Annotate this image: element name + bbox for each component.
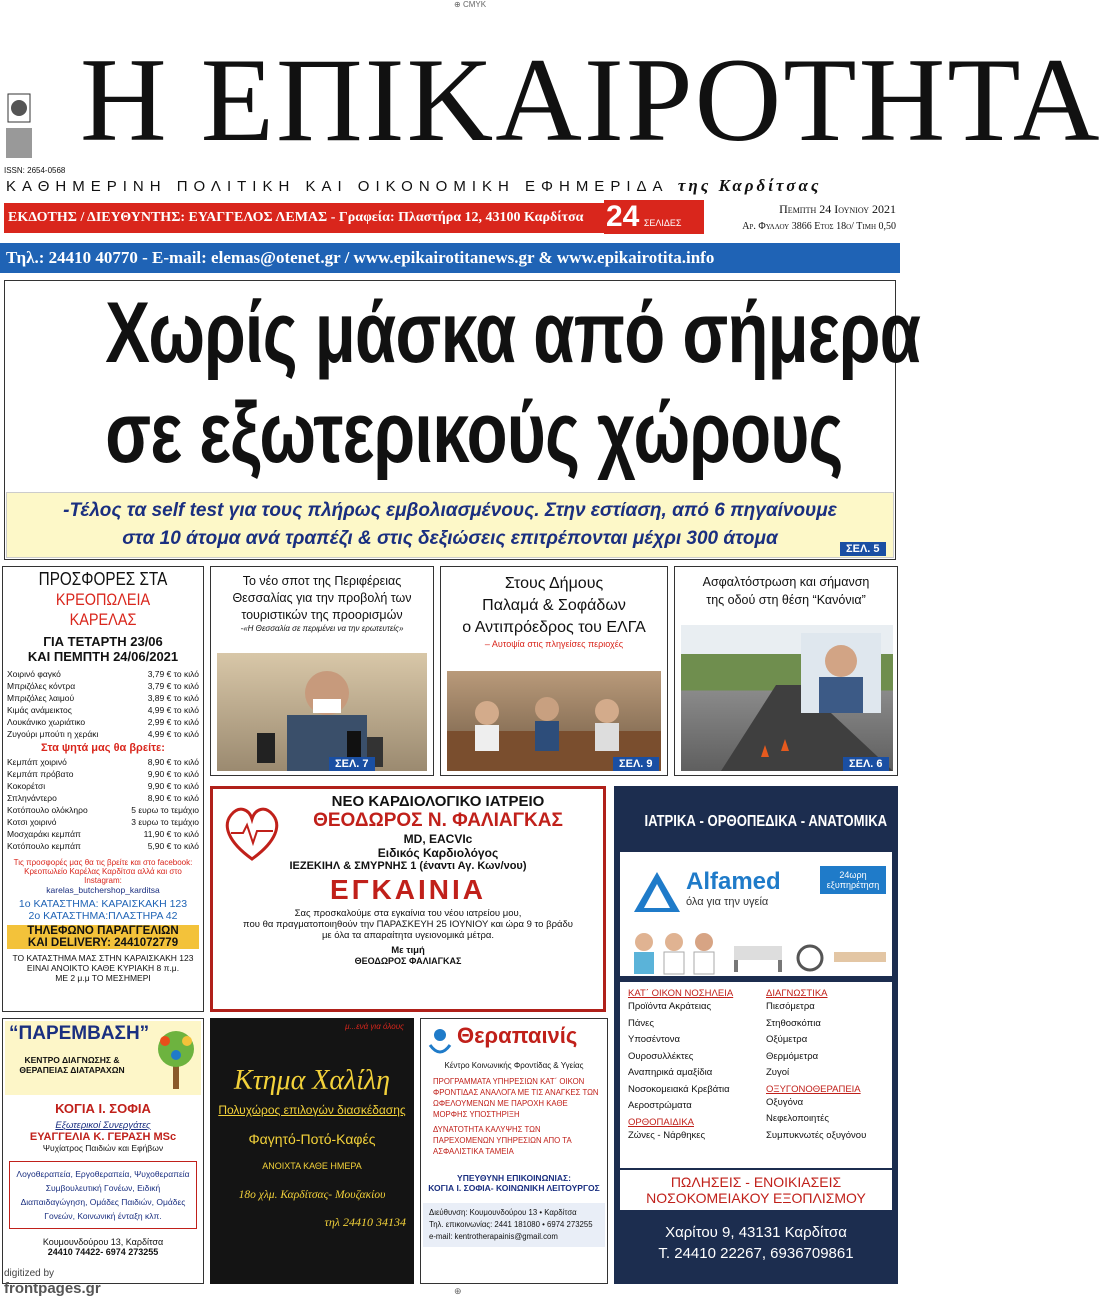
headline-line1[interactable]: Χωρίς μάσκα από σήμερα (105, 285, 921, 381)
karelas-grill-title: Στα ψητά μας θα βρείτε: (41, 742, 165, 754)
price-item-price: 2,99 € το κιλό (147, 717, 199, 727)
price-row (7, 780, 199, 792)
masthead-subtitle (6, 176, 890, 196)
subtitle-city: της Καρδίτσας (677, 176, 822, 195)
price-item-name: Κεμπάπ χοιρινό (7, 757, 67, 767)
alfamed-lists (620, 982, 892, 1168)
price-item-name: Κιμάς ανάμεικτος (7, 705, 72, 715)
ktima-location: 18ο χλμ. Καρδίτσας- Μουζακίου (238, 1189, 386, 1201)
paremvasi-doctor: ΕΥΑΓΓΕΛΙΑ Κ. ΓΕΡΑΣΗ MSc (29, 1131, 177, 1143)
therapainis-header (423, 1021, 605, 1061)
alfamed-phone: Τ. 24410 22267, 6936709861 (658, 1245, 854, 1262)
story2-title (441, 573, 667, 639)
therapainis-title: Θεραπαινίς (457, 1023, 578, 1048)
cardio-text3: με όλα τα απαραίτητα υγειονομικά μέτρα. (321, 930, 495, 941)
price-item-price: 8,90 € το κιλό (147, 793, 199, 803)
alfamed-col2 (766, 988, 890, 1144)
story3-title (675, 573, 897, 609)
price-item-name: Μπριζόλες κόντρα (7, 681, 76, 691)
price-item-price: 3 ευρω το τεμάχιο (131, 817, 199, 827)
paremvasi-services: Λογοθεραπεία, Εργοθεραπεία, Ψυχοθεραπεία Συμβουλευτική Γονέων, Ειδική Διαπαιδαγώγηση, Ομάδες Παιδιών, Ομάδες Γονεών, Κοινωνική ένταξη κλπ. (9, 1161, 197, 1229)
list-item: Αναπηρικά αμαξίδια (628, 1067, 713, 1078)
ktima-name: Κτημα Χαλίλη (233, 1065, 391, 1096)
list-item: Θερμόμετρα (766, 1050, 819, 1062)
road-paving-image (681, 625, 893, 771)
story1-photo (217, 653, 427, 771)
paremvasi-address: Κουμουνδούρου 13, Καρδίτσα (42, 1237, 164, 1247)
karelas-days2: ΚΑΙ ΠΕΜΠΤΗ 24/06/2021 (27, 649, 179, 664)
price-row (7, 704, 199, 716)
story2-photo (447, 671, 661, 771)
issue-number: Αρ. Φυλλου 3866 Ετος 18ο/ Τιμη 0,50 (742, 221, 896, 232)
masthead-title: Η ΕΠΙΚΑΙΡΟΤΗΤΑ (80, 33, 1102, 166)
therapainis-email[interactable]: e-mail: kentrotherapainis@gmail.com (429, 1232, 558, 1241)
karelas-fb1: Τις προσφορές μας θα τις βρείτε και στο facebook: (13, 858, 193, 867)
list-item: Αεροστρώματα (628, 1100, 692, 1111)
karelas-note3: ΜΕ 2 μ.μ ΤΟ ΜΕΣΗΜΕΡΙ (55, 973, 151, 983)
alfamed-ad (614, 786, 898, 1284)
contact-bar: Τηλ.: 24410 40770 - E-mail: elemas@otenet.gr / www.epikairotitanews.gr & www.epikairotita.info (0, 243, 900, 273)
cardio-opening: ΕΓΚΑΙΝΙΑ (330, 874, 486, 905)
story2-title-line1: Στους Δήμους (504, 575, 604, 592)
list-item: Ουροσυλλέκτες (628, 1050, 694, 1062)
headline-subhead (6, 492, 894, 558)
price-item-name: Κεμπάπ πρόβατο (7, 769, 74, 779)
paremvasi-name: ΚΟΓΙΑ Ι. ΣΟΦΙΑ (55, 1101, 151, 1116)
price-item-name: Χοιρινό φαγκό (7, 669, 61, 679)
therapainis-ad (420, 1018, 608, 1284)
price-item-name: Κοτσι χοιρινό (7, 817, 57, 827)
alfamed-sales-box (620, 1170, 892, 1210)
paremvasi-doctor-spec: Ψυχίατρος Παιδιών και Εφήβων (42, 1143, 164, 1153)
cardio-degree: MD, EACVIc (403, 832, 473, 846)
price-item-price: 9,90 € το κιλό (147, 769, 199, 779)
paremvasi-title: “ΠΑΡΕΜΒΑΣΗ” (9, 1023, 150, 1044)
list-item: Στηθοσκόπια (766, 1017, 821, 1029)
cardio-sign2: ΘΕΟΔΩΡΟΣ ΦΑΛΙΑΓΚΑΣ (354, 956, 462, 966)
therapainis-resp: ΥΠΕΥΘΥΝΗ ΕΠΙΚΟΙΝΩΝΙΑΣ: (457, 1173, 571, 1183)
therapainis-phone: Τηλ. επικοινωνίας: 2441 181080 • 6974 273255 (429, 1220, 593, 1229)
price-item-price: 3,89 € το κιλό (147, 693, 199, 703)
alfamed-oxy-title: ΟΞΥΓΟΝΟΘΕΡΑΠΕΙΑ (766, 1083, 861, 1095)
issue-date: Πεμπτη 24 Ιουνιου 2021 (779, 202, 896, 216)
alfamed-col1-items (628, 999, 758, 1115)
list-item: Νοσοκομειακά Κρεβάτια (628, 1083, 730, 1095)
therapainis-sub: Κέντρο Κοινωνικής Φροντίδας & Υγείας (444, 1061, 584, 1070)
subtitle-text: ΚΑΘΗΜΕΡΙΝΗ ΠΟΛΙΤΙΚΗ ΚΑΙ ΟΙΚΟΝΟΜΙΚΗ ΕΦΗΜΕΡΙΔΑ (6, 178, 668, 195)
price-item-price: 5 ευρω το τεμάχιο (131, 805, 199, 815)
registration-mark-bottom: ⊕ (454, 1286, 462, 1296)
cardio-address: ΙΕΖΕΚΙΗΛ & ΣΜΥΡΝΗΣ 1 (έναντι Αγ. Κων/νου) (289, 860, 527, 872)
alfamed-logo-icon (632, 870, 682, 914)
price-row (7, 668, 199, 680)
price-item-price: 5,90 € το κιλό (147, 841, 199, 851)
pages-number: 24 (606, 200, 640, 233)
footer-site[interactable]: frontpages.gr (4, 1280, 101, 1297)
alfamed-sales1: ΠΩΛΗΣΕΙΣ - ΕΝΟΙΚΙΑΣΕΙΣ (670, 1174, 842, 1190)
price-row (7, 816, 199, 828)
cardio-specialty: Ειδικός Καρδιολόγος (377, 846, 499, 860)
karelas-phone-box (7, 925, 199, 949)
therapainis-contact-box (423, 1203, 605, 1247)
story3-photo (681, 625, 893, 771)
alfamed-col1-title: ΚΑΤ΄ ΟΙΚΟΝ ΝΟΣΗΛΕΙΑ (628, 988, 734, 999)
price-row (7, 792, 199, 804)
pages-badge (604, 200, 704, 234)
cardio-sign1: Με τιμή (391, 945, 425, 956)
paremvasi-sub: ΚΕΝΤΡΟ ΔΙΑΓΝΩΣΗΣ & ΘΕΡΑΠΕΙΑΣ ΔΙΑΤΑΡΑΧΩΝ (19, 1055, 125, 1075)
karelas-title2: ΚΡΕΟΠΩΛΕΙΑ ΚΑΡΕΛΑΣ (55, 590, 151, 629)
alfamed-oxy-items (766, 1095, 890, 1145)
price-item-name: Μπριζόλες λαιμού (7, 693, 75, 703)
press-conference-image (217, 653, 427, 771)
story-thessaly[interactable] (210, 566, 434, 776)
price-item-name: Μοσχαράκι κεμπάπ (7, 829, 81, 839)
alfamed-badge: 24ωρη εξυπηρέτηση (820, 866, 886, 894)
karelas-note2: ΕΙΝΑΙ ΑΝΟΙΚΤΟ ΚΑΘΕ ΚΥΡΙΑΚΗ 8 π.μ. (26, 963, 180, 973)
story1-title-line3: τουριστικών της προορισμών (241, 608, 403, 622)
karelas-store2: 2ο ΚΑΤΑΣΤΗΜΑ:ΠΛΑΣΤΗΡΑ 42 (28, 910, 178, 922)
price-item-name: Σπληνάντερο (7, 793, 57, 803)
story1-title (211, 573, 433, 624)
paremvasi-ad (2, 1018, 204, 1284)
story1-title-line1: Το νέο σποτ της Περιφέρειας (242, 574, 402, 588)
list-item: Ζώνες - Νάρθηκες (628, 1129, 706, 1141)
ktima-ad (210, 1018, 414, 1284)
registration-mark-top: ⊕ CMYK (454, 0, 487, 9)
price-item-price: 8,90 € το κιλό (147, 757, 199, 767)
list-item: Πάνες (628, 1017, 654, 1029)
story2-sub: – Αυτοψία στις πληγείσες περιοχές (484, 639, 624, 649)
ktima-phone: τηλ 24410 34134 (324, 1215, 406, 1229)
list-item: Οξυγόνα (766, 1096, 804, 1108)
price-item-name: Κοτόπουλο ολόκληρο (7, 805, 88, 815)
sel-link-headline[interactable]: ΣΕΛ. 5 (840, 542, 886, 556)
price-item-name: Κοτόπουλο κεμπάπ (7, 841, 81, 851)
price-row (7, 680, 199, 692)
karelas-store1: 1ο ΚΑΤΑΣΤΗΜΑ: ΚΑΡΑΙΣΚΑΚΗ 123 (18, 898, 188, 910)
alfamed-ortho-title: ΟΡΘΟΠΑΙΔΙΚΑ (628, 1116, 694, 1128)
alfamed-ortho-items (628, 1128, 758, 1145)
karelas-days1: ΓΙΑ ΤΕΤΑΡΤΗ 23/06 (43, 634, 163, 649)
list-item: Νεφελοποιητές (766, 1113, 829, 1124)
care-hands-icon (427, 1025, 453, 1057)
price-row (7, 756, 199, 768)
list-item: Προϊόντα Ακράτειας (628, 1001, 712, 1012)
karelas-fb2: Κρεοπωλείο Καρέλας Καρδίτσα αλλά και στο Instagram: (24, 867, 182, 885)
subhead-line1: -Τέλος τα self test για τους πλήρως εμβολιασμένους. Στην εστίαση, από 6 πηγαίνουμε (63, 500, 837, 521)
story2-title-line2: Παλαμά & Σοφάδων (482, 597, 626, 614)
price-row (7, 692, 199, 704)
publisher-bar: ΕΚΔΟΤΗΣ / ΔΙΕΥΘΥΝΤΗΣ: ΕΥΑΓΓΕΛΟΣ ΛΕΜΑΣ - Γραφεία: Πλαστήρα 12, 43100 Καρδίτσα (4, 203, 604, 233)
paremvasi-header (5, 1021, 201, 1095)
story2-title-line3: ο Αντιπρόεδρος του ΕΛΓΑ (462, 619, 646, 636)
price-item-price: 11,90 € το κιλό (143, 829, 199, 839)
ktima-open: ΑΝΟΙΧΤΑ ΚΑΘΕ ΗΜΕΡΑ (262, 1161, 362, 1171)
cardio-text1: Σας προσκαλούμε στα εγκαίνια του νέου ιατρείου μου, (294, 908, 522, 919)
headline-line2[interactable]: σε εξωτερικούς χώρους (105, 385, 843, 481)
seal-logo (4, 92, 36, 164)
cardio-text2: που θα πραγματοποιηθούν την ΠΑΡΑΣΚΕΥΗ 25 ΙΟΥΝΙΟΥ και ώρα 9 το βράδυ (243, 919, 573, 930)
karelas-phone1: ΤΗΛΕΦΩΝΟ ΠΑΡΑΓΓΕΛΙΩΝ (27, 925, 179, 937)
list-item: Συμπυκνωτές οξυγόνου (766, 1129, 867, 1141)
price-item-name: Λουκάνικο χωριάτικο (7, 717, 86, 727)
list-item: Ζυγοί (766, 1067, 790, 1078)
cmyk-label: CMYK (462, 0, 487, 9)
therapainis-resp-name: ΚΟΓΙΑ Ι. ΣΟΦΙΑ- ΚΟΙΝΩΝΙΚΗ ΛΕΙΤΟΥΡΓΟΣ (428, 1183, 600, 1193)
alfamed-col2-items (766, 999, 890, 1082)
karelas-price-list (7, 668, 199, 740)
price-row (7, 840, 199, 852)
alfamed-header: ΙΑΤΡΙΚΑ - ΟΡΘΟΠΕΔΙΚΑ - ΑΝΑΤΟΜΙΚΑ (644, 813, 888, 830)
alfamed-col1 (628, 988, 758, 1144)
subhead-line2: στα 10 άτομα ανά τραπέζι & στις δεξιώσεις επιτρέπονται μέχρι 300 άτομα (122, 528, 778, 549)
price-item-price: 4,99 € το κιλό (147, 729, 199, 739)
alfamed-panel (620, 852, 892, 976)
price-item-name: Κοκορέτσι (7, 781, 46, 791)
therapainis-bullet1: ΠΡΟΓΡΑΜΜΑΤΑ ΥΠΗΡΕΣΙΩΝ ΚΑΤ΄ ΟΙΚΟΝ ΦΡΟΝΤΙΔΑΣ ΑΝΑΛΟΓΑ ΜΕ ΤΙΣ ΑΝΑΓΚΕΣ ΤΩΝ ΩΦΕΛΟΥΜΕΝΩΝ ΜΕ ΠΑΡΟΧΗ ΚΑΘΕ ΜΟΡΦΗΣ ΥΠΟΣΤΗΡΙΞΗ (433, 1077, 599, 1119)
sel-link-story3[interactable]: ΣΕΛ. 6 (843, 757, 889, 771)
ktima-menu: Φαγητό-Ποτό-Καφές (248, 1131, 376, 1147)
alfamed-address: Χαρίτου 9, 43131 Καρδίτσα (665, 1224, 847, 1241)
cardio-doctor-name: ΘΕΟΔΩΡΟΣ Ν. ΦΑΛΙΑΓΚΑΣ (313, 810, 563, 831)
karelas-ad (2, 566, 204, 1012)
meeting-image (447, 671, 661, 771)
price-row (7, 828, 199, 840)
price-item-price: 3,79 € το κιλό (147, 681, 199, 691)
cardio-title: ΝΕΟ ΚΑΡΔΙΟΛΟΓΙΚΟ ΙΑΤΡΕΙΟ (331, 793, 545, 810)
list-item: Οξύμετρα (766, 1034, 808, 1045)
issn: ISSN: 2654-0568 (4, 166, 66, 175)
price-row (7, 804, 199, 816)
story-kanonia[interactable] (674, 566, 898, 776)
alfamed-sales2: ΝΟΣΟΚΟΜΕΙΑΚΟΥ ΕΞΟΠΛΙΣΜΟΥ (646, 1190, 866, 1206)
footer-digitized: digitized by (4, 1268, 55, 1279)
story3-title-line2: της οδού στη θέση “Κανόνια” (706, 593, 866, 607)
karelas-title1: ΠΡΟΣΦΟΡΕΣ ΣΤΑ (38, 569, 168, 589)
price-item-price: 3,79 € το κιλό (147, 669, 199, 679)
sel-link-story2[interactable]: ΣΕΛ. 9 (613, 757, 659, 771)
price-item-price: 9,90 € το κιλό (147, 781, 199, 791)
cardio-ad (210, 786, 606, 1012)
karelas-instagram[interactable]: karelas_butchershop_karditsa (46, 885, 160, 895)
karelas-note1: ΤΟ ΚΑΤΑΣΤΗΜΑ ΜΑΣ ΣΤΗΝ ΚΑΡΑΙΣΚΑΚΗ 123 (12, 953, 194, 963)
medical-products-image (624, 924, 888, 974)
story3-title-line1: Ασφαλτόστρωση και σήμανση (702, 575, 870, 589)
story-elga[interactable] (440, 566, 668, 776)
alfamed-col2-title: ΔΙΑΓΝΩΣΤΙΚΑ (766, 988, 828, 999)
ktima-top: μ...ενά για όλους (345, 1022, 404, 1031)
paremvasi-phone: 24410 74422- 6974 273255 (47, 1247, 159, 1257)
therapainis-address: Διεύθυνση: Κουμουνδούρου 13 • Καρδίτσα (429, 1208, 577, 1217)
story1-sub: -«Η Θεσσαλία σε περιμένει να την ερωτευτείς» (240, 624, 404, 633)
story1-title-line2: Θεσσαλίας για την προβολή των (232, 591, 412, 605)
paremvasi-partner: Εξωτερικοί Συνεργάτες (55, 1120, 151, 1131)
price-row (7, 768, 199, 780)
sel-link-story1[interactable]: ΣΕΛ. 7 (329, 757, 375, 771)
price-item-price: 4,99 € το κιλό (147, 705, 199, 715)
family-tree-icon (151, 1027, 201, 1091)
karelas-phone2: ΚΑΙ DELIVERY: 2441072779 (27, 937, 179, 949)
list-item: Πιεσόμετρα (766, 1001, 815, 1012)
karelas-grill-list (7, 756, 199, 852)
heart-icon (219, 797, 285, 867)
pages-word: ΣΕΛΙΔΕΣ (643, 218, 682, 228)
price-row (7, 728, 199, 740)
therapainis-bullet2: ΔΥΝΑΤΟΤΗΤΑ ΚΑΛΥΨΗΣ ΤΩΝ ΠΑΡΕΧΟΜΕΝΩΝ ΥΠΗΡΕΣΙΩΝ ΑΠΟ ΤΑ ΑΣΦΑΛΙΣΤΙΚΑ ΤΑΜΕΙΑ (433, 1125, 572, 1156)
price-item-name: Ζυγούρι μπούτι η χεράκι (7, 729, 99, 739)
ktima-desc: Πολυχώρος επιλογών διασκέδασης (218, 1103, 406, 1117)
price-row (7, 716, 199, 728)
alfamed-brand: Alfamed (686, 868, 781, 895)
alfamed-slogan: όλα για την υγεία (686, 896, 769, 908)
seal-icon (4, 92, 36, 164)
list-item: Υποσέντονα (628, 1034, 681, 1045)
